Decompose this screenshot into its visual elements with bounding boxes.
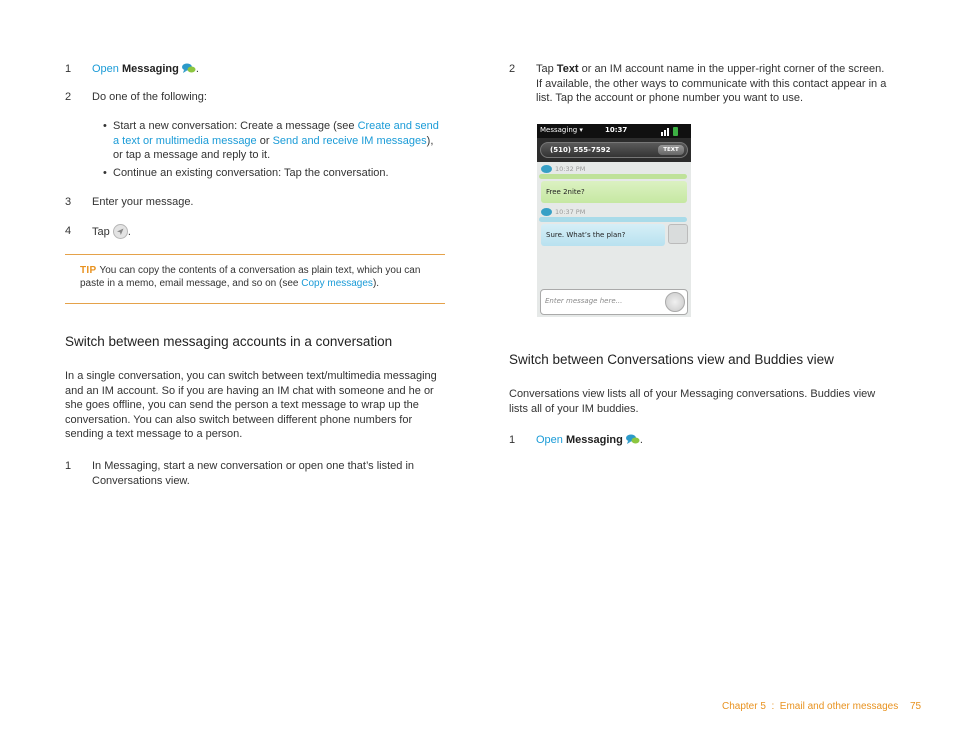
- timestamp: 10:32 PM: [541, 165, 585, 173]
- footer-chapter: Chapter 5 : Email and other messages: [722, 701, 899, 712]
- messaging-label: Messaging: [565, 434, 623, 446]
- message-input-placeholder: Enter message here...: [545, 297, 623, 305]
- incoming-message: Free 2nite?: [541, 181, 687, 203]
- outgoing-message: Sure. What’s the plan?: [541, 224, 665, 246]
- timestamp: 10:37 PM: [541, 208, 585, 216]
- left-column: 1 Open Messaging . 2 Do one of the following: • Start a new conversation: Create a message (see Create and send a text or multimedia message or Send and receive IM messages), or tap a message and reply to it. • Continue an existing conversation: Tap the conversation. 3 Enter your message. 4 Tap . TIP You can copy the contents of a conversation as plain text, which you can paste in a memo, email message, and so on (see Copy messages). Switch between messaging accounts in a conversation In a single conversation, you can switch between text/multimedia messaging and an IM account. So if you are having an IM chat with someone and he or she goes offline, you can send the person a text message to wrap up the conversation. You can also switch between different phone numbers for sending a text message to a person. 1 In Messaging, start a new conversation or open one that’s listed in Conversations view.: [65, 0, 445, 738]
- send-icon: [113, 224, 128, 239]
- im-status-icon: [541, 208, 552, 216]
- section-paragraph: In a single conversation, you can switch between text/multimedia messaging and an IM account. So if you are having an IM chat with someone and he or she goes offline, you can send the person a text message to wrap up the conversation. You can also switch between different phone numbers for sending a text message to a person.: [65, 370, 437, 440]
- create-send-link[interactable]: Create and send a text or multimedia message: [113, 120, 439, 147]
- messaging-icon: [182, 63, 196, 74]
- bullet-continue-conversation: • Continue an existing conversation: Tap the conversation.: [103, 166, 445, 181]
- bullet-start-conversation: • Start a new conversation: Create a message (see Create and send a text or multimedia message or Send and receive IM messages), or tap a message and reply to it.: [103, 119, 445, 163]
- im-status-icon: [541, 165, 552, 173]
- tip-box: TIP You can copy the contents of a conversation as plain text, which you can paste in a memo, email message, and so on (see Copy messages).: [80, 265, 421, 289]
- copy-messages-link[interactable]: Copy messages: [301, 278, 373, 289]
- open-link[interactable]: Open: [536, 434, 563, 446]
- page-number: 75: [910, 701, 922, 712]
- status-bar: [537, 124, 691, 138]
- text-button[interactable]: TEXT: [658, 145, 684, 155]
- app-menu: Messaging ▾: [540, 126, 583, 134]
- messaging-label: Messaging: [121, 63, 179, 75]
- status-time: 10:37: [605, 126, 628, 134]
- phone-screenshot: [537, 124, 691, 317]
- message-divider: [539, 217, 687, 222]
- message-input[interactable]: [540, 289, 688, 315]
- contact-number: (510) 555-7592: [550, 146, 611, 154]
- right-column: 2 Tap Text or an IM account name in the upper-right corner of the screen. If available, the other ways to communicate with this contact appear in a list. Tap the account or phone number you want to use. Switch between Conversations view and Buddies view Conversations view lists all of your Messaging conversations. Buddies view lists all of your IM buddies. 1 Open Messaging .: [509, 0, 889, 738]
- text-label: Text: [556, 63, 579, 75]
- section-heading-switch-views: Switch between Conversations view and Buddies view: [509, 352, 834, 367]
- tip-bottom-rule: [65, 303, 445, 304]
- signal-battery-icon: [661, 127, 679, 136]
- avatar: [668, 224, 688, 244]
- attach-icon[interactable]: [665, 292, 685, 312]
- messaging-icon: [626, 434, 640, 445]
- message-divider: [539, 174, 687, 179]
- open-link[interactable]: Open: [92, 63, 119, 75]
- contact-pill[interactable]: [540, 142, 688, 158]
- tip-label: TIP: [80, 265, 97, 276]
- send-receive-im-link[interactable]: Send and receive IM messages: [272, 134, 427, 147]
- section-heading-switch-accounts: Switch between messaging accounts in a conversation: [65, 334, 393, 349]
- conversation-header: [537, 138, 691, 162]
- tip-top-rule: [65, 254, 445, 255]
- section-paragraph: Conversations view lists all of your Messaging conversations. Buddies view lists all of your IM buddies.: [509, 388, 876, 415]
